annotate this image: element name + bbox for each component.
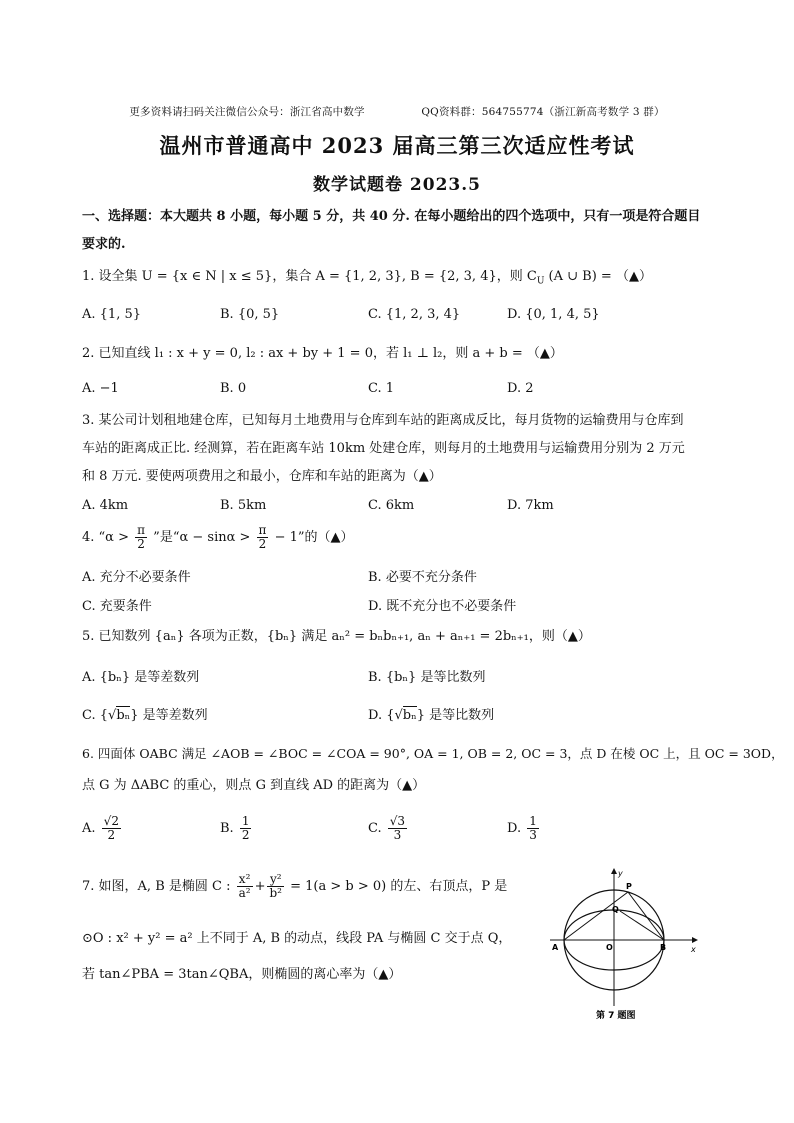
q2-option-d: D. 2	[507, 381, 534, 396]
q2-stem: 2. 已知直线 l₁ : x + y = 0, l₂ : ax + by + 1 = 0，若 l₁ ⊥ l₂，则 a + b = （▲）	[82, 346, 563, 361]
q6-option-d	[507, 815, 541, 842]
q5-option-c-sqrt-term: bₙ	[116, 708, 131, 723]
label-o: O	[606, 943, 613, 952]
q5-option-c	[82, 704, 208, 723]
q3-option-d: D. 7km	[507, 498, 554, 513]
q6-option-a-frac: $\frac{√2}{2}$	[103, 814, 119, 842]
q2-option-a: A. −1	[82, 381, 119, 396]
exam-title: 温州市普通高中 2023 届高三第三次适应性考试	[159, 133, 635, 158]
q1-stem-sub: U	[536, 276, 545, 287]
header-note: 更多资料请扫码关注微信公众号：浙江省高中数学 QQ资料群：564755774（浙江新高考数学 3 群）	[129, 106, 665, 118]
q3-line1: 3. 某公司计划租地建仓库，已知每月土地费用与仓库到车站的距离成反比，每月货物的运输费用与仓库到	[82, 413, 684, 428]
q6-option-b-frac: $\frac{1}{2}$	[241, 814, 250, 842]
label-q: Q	[612, 905, 619, 914]
q6-option-d-frac: $\frac{1}{3}$	[529, 814, 537, 842]
q5-option-a: A. {bₙ} 是等差数列	[82, 670, 200, 685]
q5-option-d-sqrt-term: bₙ	[402, 708, 417, 723]
q7-line1-a: 7. 如图，A, B 是椭圆 C :	[82, 879, 231, 894]
y-axis-arrow	[611, 868, 617, 874]
q7-figure	[540, 866, 700, 1026]
q7-line1-b: = 1(a > b > 0) 的左、右顶点，P 是	[290, 879, 508, 894]
q6-option-d-label: D.	[507, 821, 522, 836]
q5-stem: 5. 已知数列 {aₙ} 各项为正数，{bₙ} 满足 aₙ² = bₙbₙ₊₁, aₙ + aₙ₊₁ = 2bₙ₊₁，则（▲）	[82, 629, 591, 644]
q6-option-a	[82, 815, 123, 842]
q4-tail: − 1”的（▲）	[274, 530, 354, 545]
q2-option-c: C. 1	[368, 381, 395, 396]
q4-frac-1: $\frac{\pi}{2}$	[137, 523, 146, 551]
q6-line1: 6. 四面体 OABC 满足 ∠AOB = ∠BOC = ∠COA = 90°, OA = 1, OB = 2, OC = 3，点 D 在棱 OC 上，且 OC = 3OD，	[82, 746, 784, 761]
q1-option-c: C. {1, 2, 3, 4}	[368, 307, 461, 322]
q3-option-c: C. 6km	[368, 498, 415, 513]
q5-option-c-sqrt-sign: √	[108, 708, 117, 723]
q6-option-b-label: B.	[220, 821, 234, 836]
label-y: y	[618, 869, 623, 878]
q5-option-b: B. {bₙ} 是等比数列	[368, 670, 486, 685]
label-a: A	[552, 943, 559, 952]
label-b: B	[660, 943, 667, 952]
q5-option-c-label: C. {	[82, 708, 109, 723]
q1-option-d: D. {0, 1, 4, 5}	[507, 307, 600, 322]
q4-option-a: A. 充分不必要条件	[82, 570, 191, 585]
q4-mid: ”是“α − sinα >	[153, 530, 251, 545]
segment-pa	[564, 892, 628, 940]
q4-option-d: D. 既不充分也不必要条件	[368, 599, 517, 614]
q1-stem-main: 1. 设全集 U = {x ∈ N | x ≤ 5}，集合 A = {1, 2, 3}, B = {2, 3, 4}，则 C	[82, 269, 537, 284]
q7-frac-x: $\frac{\text{x²}}{\text{a²}}$	[238, 872, 251, 900]
figure-caption: 第 7 题图	[596, 1011, 636, 1021]
section1-instruction-line1: 一、选择题：本大题共 8 小题，每小题 5 分，共 40 分. 在每小题给出的四个选项中，只有一项是符合题目	[82, 209, 701, 224]
exam-subtitle: 数学试题卷 2023.5	[313, 175, 481, 195]
label-p: P	[626, 882, 632, 891]
q3-line3: 和 8 万元. 要使两项费用之和最小，仓库和车站的距离为（▲）	[82, 469, 442, 484]
q4-frac-2: $\frac{\pi}{2}$	[258, 523, 267, 551]
q4-prefix: 4. “α >	[82, 530, 129, 545]
q3-option-a: A. 4km	[82, 498, 129, 513]
q1-option-b: B. {0, 5}	[220, 307, 280, 322]
q4-stem	[82, 524, 354, 551]
q1-option-a: A. {1, 5}	[82, 307, 142, 322]
section1-instruction-line2: 要求的.	[82, 237, 126, 252]
q1-stem	[82, 268, 652, 291]
q6-option-c-frac: $\frac{√3}{3}$	[389, 814, 406, 842]
q5-option-d-sqrt-sign: √	[394, 708, 403, 723]
label-x: x	[691, 945, 696, 954]
x-axis-arrow	[692, 937, 698, 943]
q5-option-d-label: D. {	[368, 708, 395, 723]
segment-pb	[628, 892, 664, 940]
q7-line1: 7. 如图，A, B 是椭圆 C : $\frac{\text{x²}}{\text{a²}}$ + $\frac{\text{y²}}{\text{b²}}$ = 1(a > b > 0) 的左、右顶点，P 是	[82, 872, 508, 900]
q7-line3: 若 tan∠PBA = 3tan∠QBA，则椭圆的离心率为（▲）	[82, 967, 402, 982]
q6-option-c-label: C.	[368, 821, 382, 836]
q7-line2: ⊙O : x² + y² = a² 上不同于 A, B 的动点，线段 PA 与椭圆 C 交于点 Q，	[82, 931, 512, 946]
q6-option-c	[368, 815, 409, 842]
q6-line2: 点 G 为 ΔABC 的重心，则点 G 到直线 AD 的距离为（▲）	[82, 778, 426, 793]
q1-stem-tail: (A ∪ B) = （▲）	[544, 269, 652, 284]
q5-option-c-rest: } 是等差数列	[130, 708, 208, 723]
q3-line2: 车站的距离成正比. 经测算，若在距离车站 10km 处建仓库，则每月的土地费用与运输费用分别为 2 万元	[82, 441, 685, 456]
q2-option-b: B. 0	[220, 381, 247, 396]
q5-option-d	[368, 704, 494, 723]
q3-option-b: B. 5km	[220, 498, 267, 513]
q4-option-b: B. 必要不充分条件	[368, 570, 477, 585]
q6-option-a-label: A.	[82, 821, 96, 836]
q6-option-b	[220, 815, 253, 842]
q7-frac-y: $\frac{\text{y²}}{\text{b²}}$	[269, 872, 282, 900]
q5-option-d-rest: } 是等比数列	[416, 708, 495, 723]
q4-option-c: C. 充要条件	[82, 599, 152, 614]
